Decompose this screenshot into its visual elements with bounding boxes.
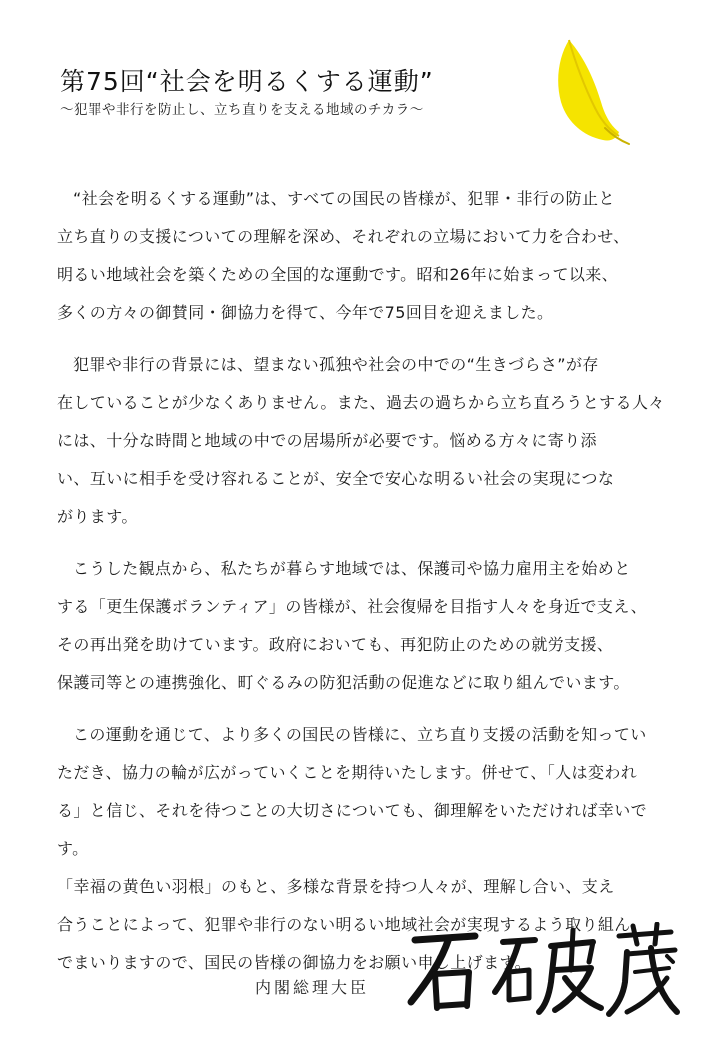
yellow-feather-icon (545, 36, 635, 146)
page-subtitle: ～犯罪や非行を防止し、立ち直りを支える地域のチカラ～ (60, 102, 424, 118)
paragraph-3: こうした観点から、私たちが暮らす地域では、保護司や協力雇用主を始めと する「更生保護ボランティア」の皆様が、社会復帰を目指す人々を身近で支え、 その再出発を助けています。政府においても、再犯防止のための就労支援、 保護司等との連携強化、町ぐるみの防犯活動の促進などに取り組んでいます。 (57, 559, 648, 692)
handwritten-signature (405, 922, 680, 1018)
paragraph-4: この運動を通じて、より多くの国民の皆様に、立ち直り支援の活動を知ってい ただき、協力の輪が広がっていくことを期待いたします。併せて、「人は変われ る」と信じ、それを待つことの大切さについても、御理解をいただければ幸いです。 「幸福の黄色い羽根」のもと、多様な背景を持つ人々が、理解し合い、支え 合うことによって、犯罪や非行のない明るい地域社会が実現するよう取り組ん でまいりますので、国民の皆様の御協力をお願い申し上げます。 (57, 725, 648, 972)
paragraph-2: 犯罪や非行の背景には、望まない孤独や社会の中での“生きづらさ”が存 在していることが少なくありません。また、過去の過ちから立ち直ろうとする人々 には、十分な時間と地域の中での居場所が必要です。悩める方々に寄り添 い、互いに相手を受け容れることが、安全で安心な明るい社会の実現につな がります。 (57, 355, 665, 526)
page-title: 第75回“社会を明るくする運動” (60, 67, 434, 96)
message-body (57, 180, 677, 996)
paragraph-1: “社会を明るくする運動”は、すべての国民の皆様が、犯罪・非行の防止と 立ち直りの支援についての理解を深め、それぞれの立場において力を合わせ、 明るい地域社会を築くための全国的な運動です。昭和26年に始まって以来、 多くの方々の御賛同・御協力を得て、今年で75回目を迎えました。 (57, 189, 630, 322)
position-title: 内閣総理大臣 (255, 978, 370, 997)
